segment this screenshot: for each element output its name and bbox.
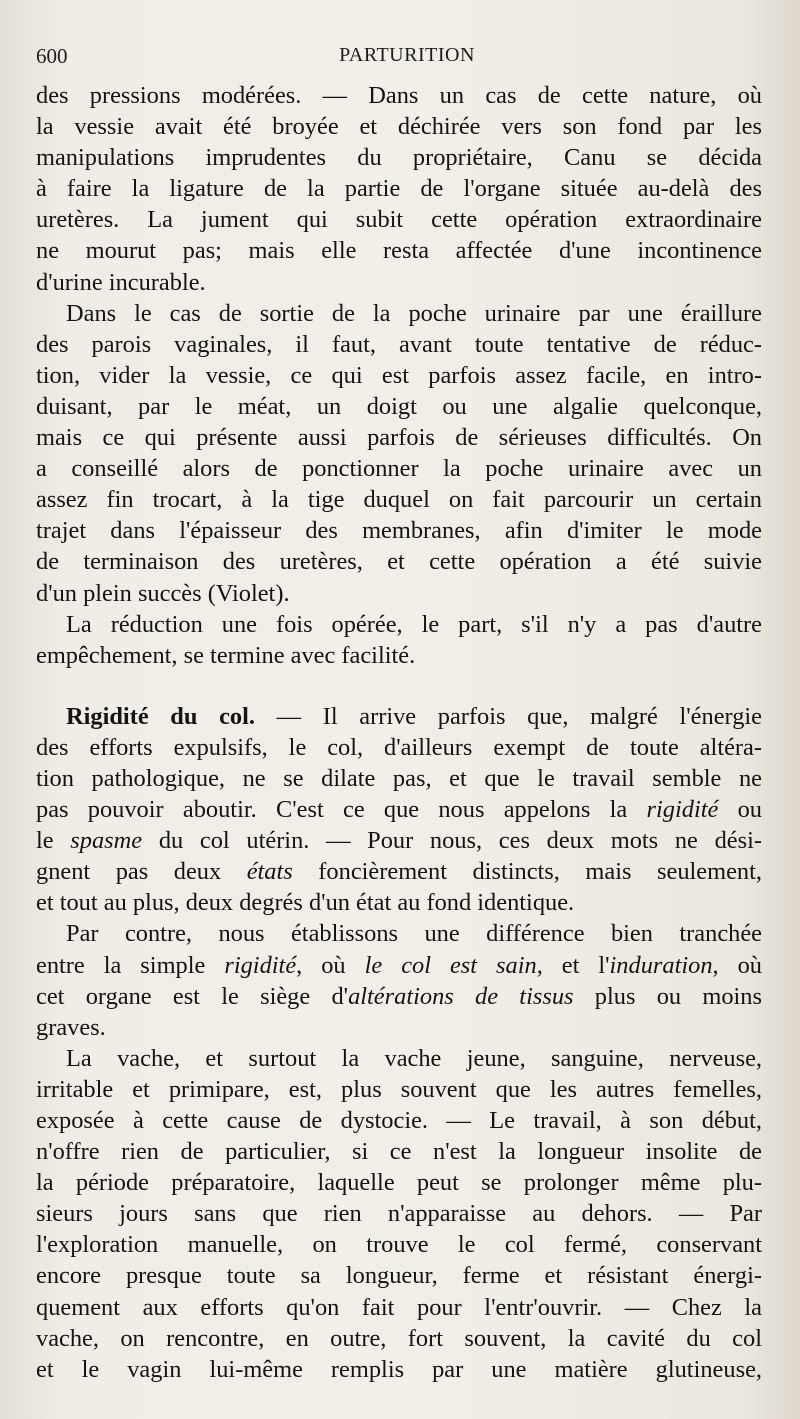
italic-term: rigidité	[224, 951, 297, 979]
text-line: encore presque toute sa longueur, ferme et résistant énergi-	[36, 1262, 762, 1290]
text-line: et tout au plus, deux degrés d'un état au fond identique.	[36, 889, 575, 917]
text-fragment: pas pouvoir aboutir. C'est ce que nous appelons la	[36, 796, 647, 824]
text-line: graves.	[36, 1013, 106, 1041]
running-title: PARTURITION	[339, 44, 475, 66]
text-line	[36, 794, 762, 825]
text-fragment: entre la simple	[36, 951, 225, 979]
text-line: assez fin trocart, à la tige duquel on fait parcourir un certain	[36, 486, 762, 514]
text-fragment: cet organe est le siège d'	[36, 982, 349, 1010]
text-line: exposée à cette cause de dystocie. — Le travail, à son début,	[36, 1107, 762, 1134]
paragraph-1	[36, 80, 762, 298]
text-fragment: ou	[718, 796, 762, 824]
text-fragment: , où	[296, 951, 365, 979]
text-line	[36, 950, 762, 981]
paragraph-par-contre	[36, 918, 762, 1042]
text-line: a conseillé alors de ponctionner la poche urinaire avec un	[36, 455, 762, 483]
text-line: la vessie avait été broyée et déchirée vers son fond par les	[36, 113, 762, 141]
text-line: empêchement, se termine avec facilité.	[36, 641, 416, 669]
text-line	[36, 856, 762, 887]
italic-term: spasme	[70, 827, 143, 855]
text-line: des efforts expulsifs, le col, d'ailleurs exempt de toute altéra-	[36, 733, 762, 761]
italic-term: rigidité	[646, 796, 719, 824]
text-line: mais ce qui présente aussi parfois de sérieuses difficultés. On	[36, 424, 762, 452]
text-line: irritable et primipare, est, plus souvent que les autres femelles,	[36, 1075, 762, 1103]
text-line: manipulations imprudentes du propriétaire, Canu se décida	[36, 144, 762, 172]
page-number: 600	[36, 44, 68, 68]
italic-term: le col est sain	[364, 951, 537, 979]
text-line: d'urine incurable.	[36, 268, 206, 296]
italic-term: induration	[609, 951, 713, 979]
text-fragment: , où	[712, 951, 762, 979]
text-line: vache, on rencontre, en outre, fort souvent, la cavité du col	[36, 1324, 762, 1352]
text-line: La réduction une fois opérée, le part, s'il n'y a pas d'autre	[66, 610, 762, 638]
section-heading: Rigidité du col.	[66, 702, 255, 730]
text-line: La vache, et surtout la vache jeune, sanguine, nerveuse,	[66, 1044, 762, 1072]
text-line: uretères. La jument qui subit cette opération extraordinaire	[36, 206, 762, 234]
text-line: duisant, par le méat, un doigt ou une algalie quelconque,	[36, 392, 762, 420]
paragraph-3	[36, 609, 762, 671]
italic-term: états	[246, 858, 293, 886]
text-line: à faire la ligature de la partie de l'organe située au-delà des	[36, 175, 762, 203]
text-line: sieurs jours sans que rien n'apparaisse au dehors. — Par	[36, 1200, 762, 1228]
text-line: et le vagin lui-même remplis par une matière glutineuse,	[36, 1355, 762, 1383]
text-fragment: , et l'	[536, 951, 610, 979]
italic-term: altérations de tissus	[348, 982, 574, 1010]
text-line: l'exploration manuelle, on trouve le col fermé, conservant	[36, 1231, 762, 1259]
text-fragment: gnent pas deux	[36, 858, 247, 886]
text-line: la période préparatoire, laquelle peut se prolonger même plu-	[36, 1169, 762, 1197]
text-line: Par contre, nous établissons une différence bien tranchée	[66, 920, 762, 948]
text-fragment: plus ou moins	[573, 982, 762, 1010]
text-line: de terminaison des uretères, et cette opération a été suivie	[36, 548, 762, 576]
text-line	[36, 701, 762, 732]
text-fragment: du col utérin. — Pour nous, ces deux mots ne dési-	[142, 827, 762, 855]
text-line: Dans le cas de sortie de la poche urinaire par une éraillure	[66, 299, 762, 327]
text-line: trajet dans l'épaisseur des membranes, afin d'imiter le mode	[36, 517, 762, 545]
paragraph-2	[36, 298, 762, 609]
paragraph-la-vache	[36, 1043, 762, 1385]
text-fragment: le	[36, 827, 71, 855]
text-line: n'offre rien de particulier, si ce n'est la longueur insolite de	[36, 1138, 762, 1166]
text-line: tion pathologique, ne se dilate pas, et que le travail semble ne	[36, 764, 762, 792]
text-line	[36, 981, 762, 1012]
text-line: tion, vider la vessie, ce qui est parfois assez facile, en intro-	[36, 361, 762, 389]
text-line: des parois vaginales, il faut, avant toute tentative de réduc-	[36, 330, 762, 358]
running-head	[36, 44, 760, 74]
text-line: d'un plein succès (Violet).	[36, 579, 290, 607]
text-fragment: foncièrement distincts, mais seulement,	[292, 858, 762, 886]
paragraph-rigidite	[36, 701, 762, 919]
body-text	[36, 80, 762, 1385]
section-gap	[36, 671, 762, 701]
text-line: quement aux efforts qu'on fait pour l'entr'ouvrir. — Chez la	[36, 1293, 762, 1321]
text-fragment: — Il arrive parfois que, malgré l'énergie	[255, 702, 762, 730]
text-line	[36, 825, 762, 856]
text-line: des pressions modérées. — Dans un cas de cette nature, où	[36, 82, 762, 109]
text-line: ne mourut pas; mais elle resta affectée d'une incontinence	[36, 237, 762, 265]
